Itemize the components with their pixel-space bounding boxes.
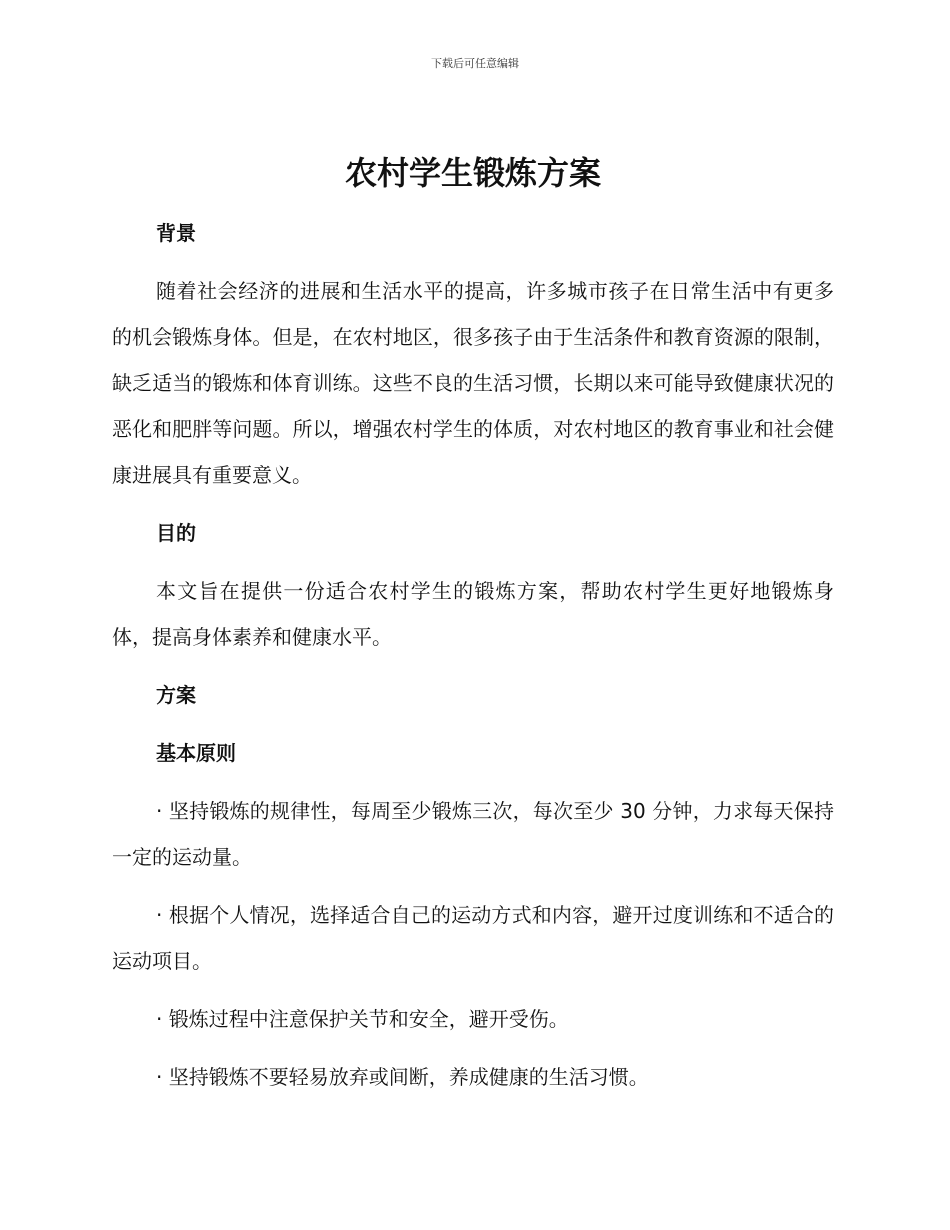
document-title: 农村学生锻炼方案	[344, 154, 601, 192]
principle-item: · 坚持锻炼的规律性，每周至少锻炼三次，每次至少 30 分钟，力求每天保持一定的运动量。	[112, 799, 834, 869]
page-header-note: 下载后可任意编辑	[431, 57, 519, 70]
section-heading-background: 背景	[156, 221, 196, 245]
background-paragraph: 随着社会经济的进展和生活水平的提高，许多城市孩子在日常生活中有更多的机会锻炼身体。但是，在农村地区，很多孩子由于生活条件和教育资源的限制，缺乏适当的锻炼和体育训练。这些不良的生活习惯，长期以来可能导致健康状况的恶化和肥胖等问题。所以，增强农村学生的体质，对农村地区的教育事业和社会健康进展具有重要意义。	[112, 279, 834, 487]
document-body	[112, 150, 834, 1100]
subheading-basic-principles: 基本原则	[156, 741, 236, 765]
section-heading-purpose: 目的	[156, 521, 196, 545]
principle-item: · 根据个人情况，选择适合自己的运动方式和内容，避开过度训练和不适合的运动项目。	[112, 903, 834, 973]
principle-item: · 坚持锻炼不要轻易放弃或间断，养成健康的生活习惯。	[156, 1065, 649, 1089]
purpose-paragraph: 本文旨在提供一份适合农村学生的锻炼方案，帮助农村学生更好地锻炼身体，提高身体素养和健康水平。	[112, 579, 834, 649]
section-heading-plan: 方案	[156, 683, 196, 707]
principle-item: · 锻炼过程中注意保护关节和安全，避开受伤。	[156, 1007, 569, 1031]
